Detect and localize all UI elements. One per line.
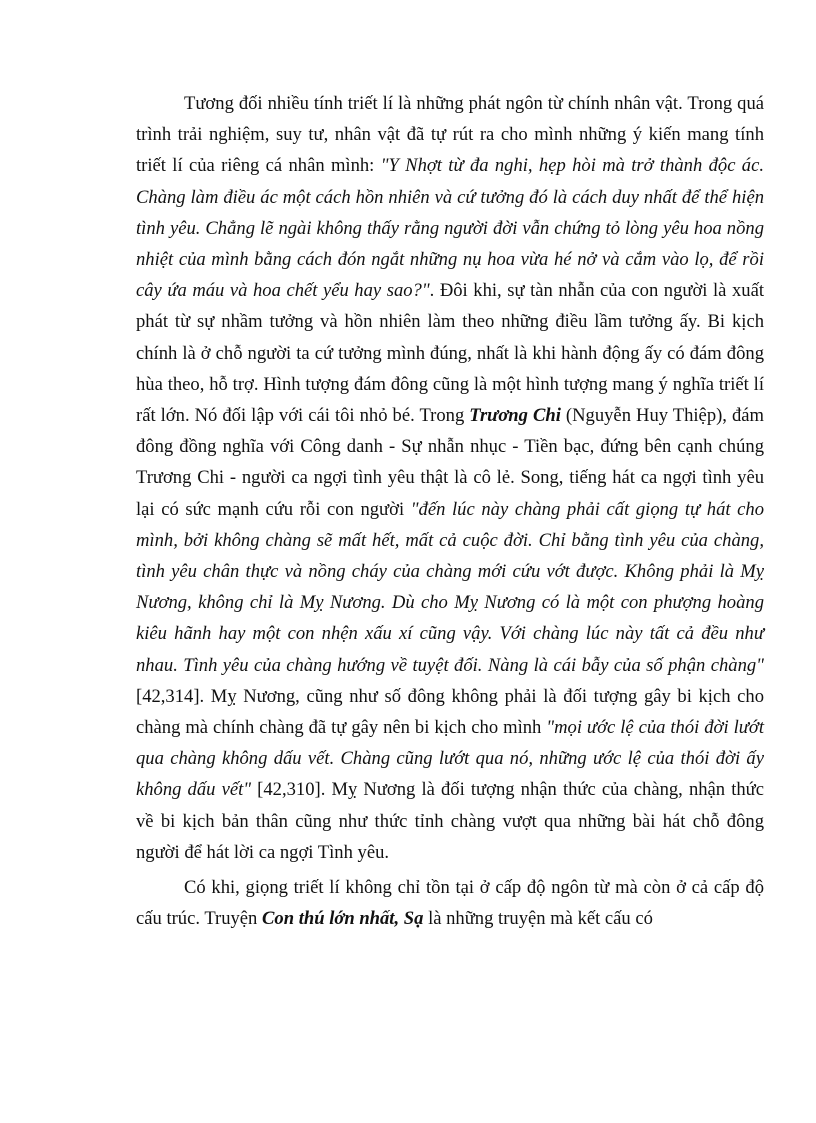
text-run: (Nguyễn Huy Thiệp), đám đông đồng nghĩa với Công danh - Sự nhẫn nhục - Tiền bạc, đứng bên cạnh chúng Trương Chi - người ca ngợi tình yêu thật là cô lẻ. Song, tiếng hát ca ngợi tình yêu lại có sức mạnh cứu rỗi con người [136, 405, 764, 520]
italic-quote: "mọi ước lệ của thói đời lướt qua chàng không dấu vết. Chàng cũng lướt qua nó, những ước lệ của thói đời ấy không dấu vết" [136, 717, 764, 801]
text-run: . Đôi khi, sự tàn nhẫn của con người là xuất phát từ sự nhầm tưởng và hồn nhiên làm theo những điều lầm tưởng ấy. Bi kịch chính là ở chỗ người ta cứ tưởng mình đúng, nhất là khi hành động ấy có đám đông hùa theo, hỗ trợ. Hình tượng đám đông cũng là một hình tượng mang ý nghĩa triết lí rất lớn. Nó đối lập với cái tôi nhỏ bé. Trong [136, 280, 764, 427]
text-run: [42,314]. Mỵ Nương, cũng như số đông không phải là đối tượng gây bi kịch cho chàng mà chính chàng đã tự gây nên bi kịch cho mình [136, 685, 764, 739]
work-title: Trương Chi [469, 405, 561, 427]
text-run: Tương đối nhiều tính triết lí là những phát ngôn từ chính nhân vật. Trong quá trình trải nghiệm, suy tư, nhân vật đã tự rút ra cho mình những ý kiến mang tính triết lí của riêng cá nhân mình: [136, 93, 764, 177]
text-run: Có khi, giọng triết lí không chỉ tồn tại ở cấp độ ngôn từ mà còn ở cả cấp độ cấu trúc. Truyện [136, 877, 764, 930]
italic-quote: "đến lúc này chàng phải cất giọng tự hát cho mình, bởi không chàng sẽ mất hết, mất cả cuộc đời. Chỉ bằng tình yêu của chàng, tình yêu chân thực và nồng cháy của chàng mới cứu vớt được. Không phải là Mỵ Nương, không chỉ là Mỵ Nương. Dù cho Mỵ Nương có là một con phượng hoàng kiêu hãnh hay một con nhện xấu xí cũng vậy. Với chàng lúc này tất cả đều như nhau. Tình yêu của chàng hướng về tuyệt đối. Nàng là cái bẫy của số phận chàng" [136, 498, 764, 676]
italic-quote: "Y Nhợt từ đa nghi, hẹp hòi mà trở thành độc ác. Chàng làm điều ác một cách hồn nhiên và cứ tưởng đó là cách duy nhất để thể hiện tình yêu. Chẳng lẽ ngài không thấy rằng người đời vẫn chứng tỏ lòng yêu hoa nồng nhiệt của mình bằng cách đón ngắt những nụ hoa vừa hé nở và cắm vào lọ, để rồi cây ứa máu và hoa chết yểu hay sao?" [136, 155, 764, 302]
text-run: [42,310]. Mỵ Nương là đối tượng nhận thức của chàng, nhận thức về bi kịch bản thân cũng như thức tỉnh chàng vượt qua những bài hát chỗ đông người để hát lời ca ngợi Tình yêu. [136, 779, 765, 863]
text-run: là những truyện mà kết cấu có [423, 908, 653, 930]
work-title: Con thú lớn nhất, Sạ [262, 908, 424, 930]
paragraph-2 [136, 872, 764, 934]
paragraph-1 [136, 88, 764, 868]
